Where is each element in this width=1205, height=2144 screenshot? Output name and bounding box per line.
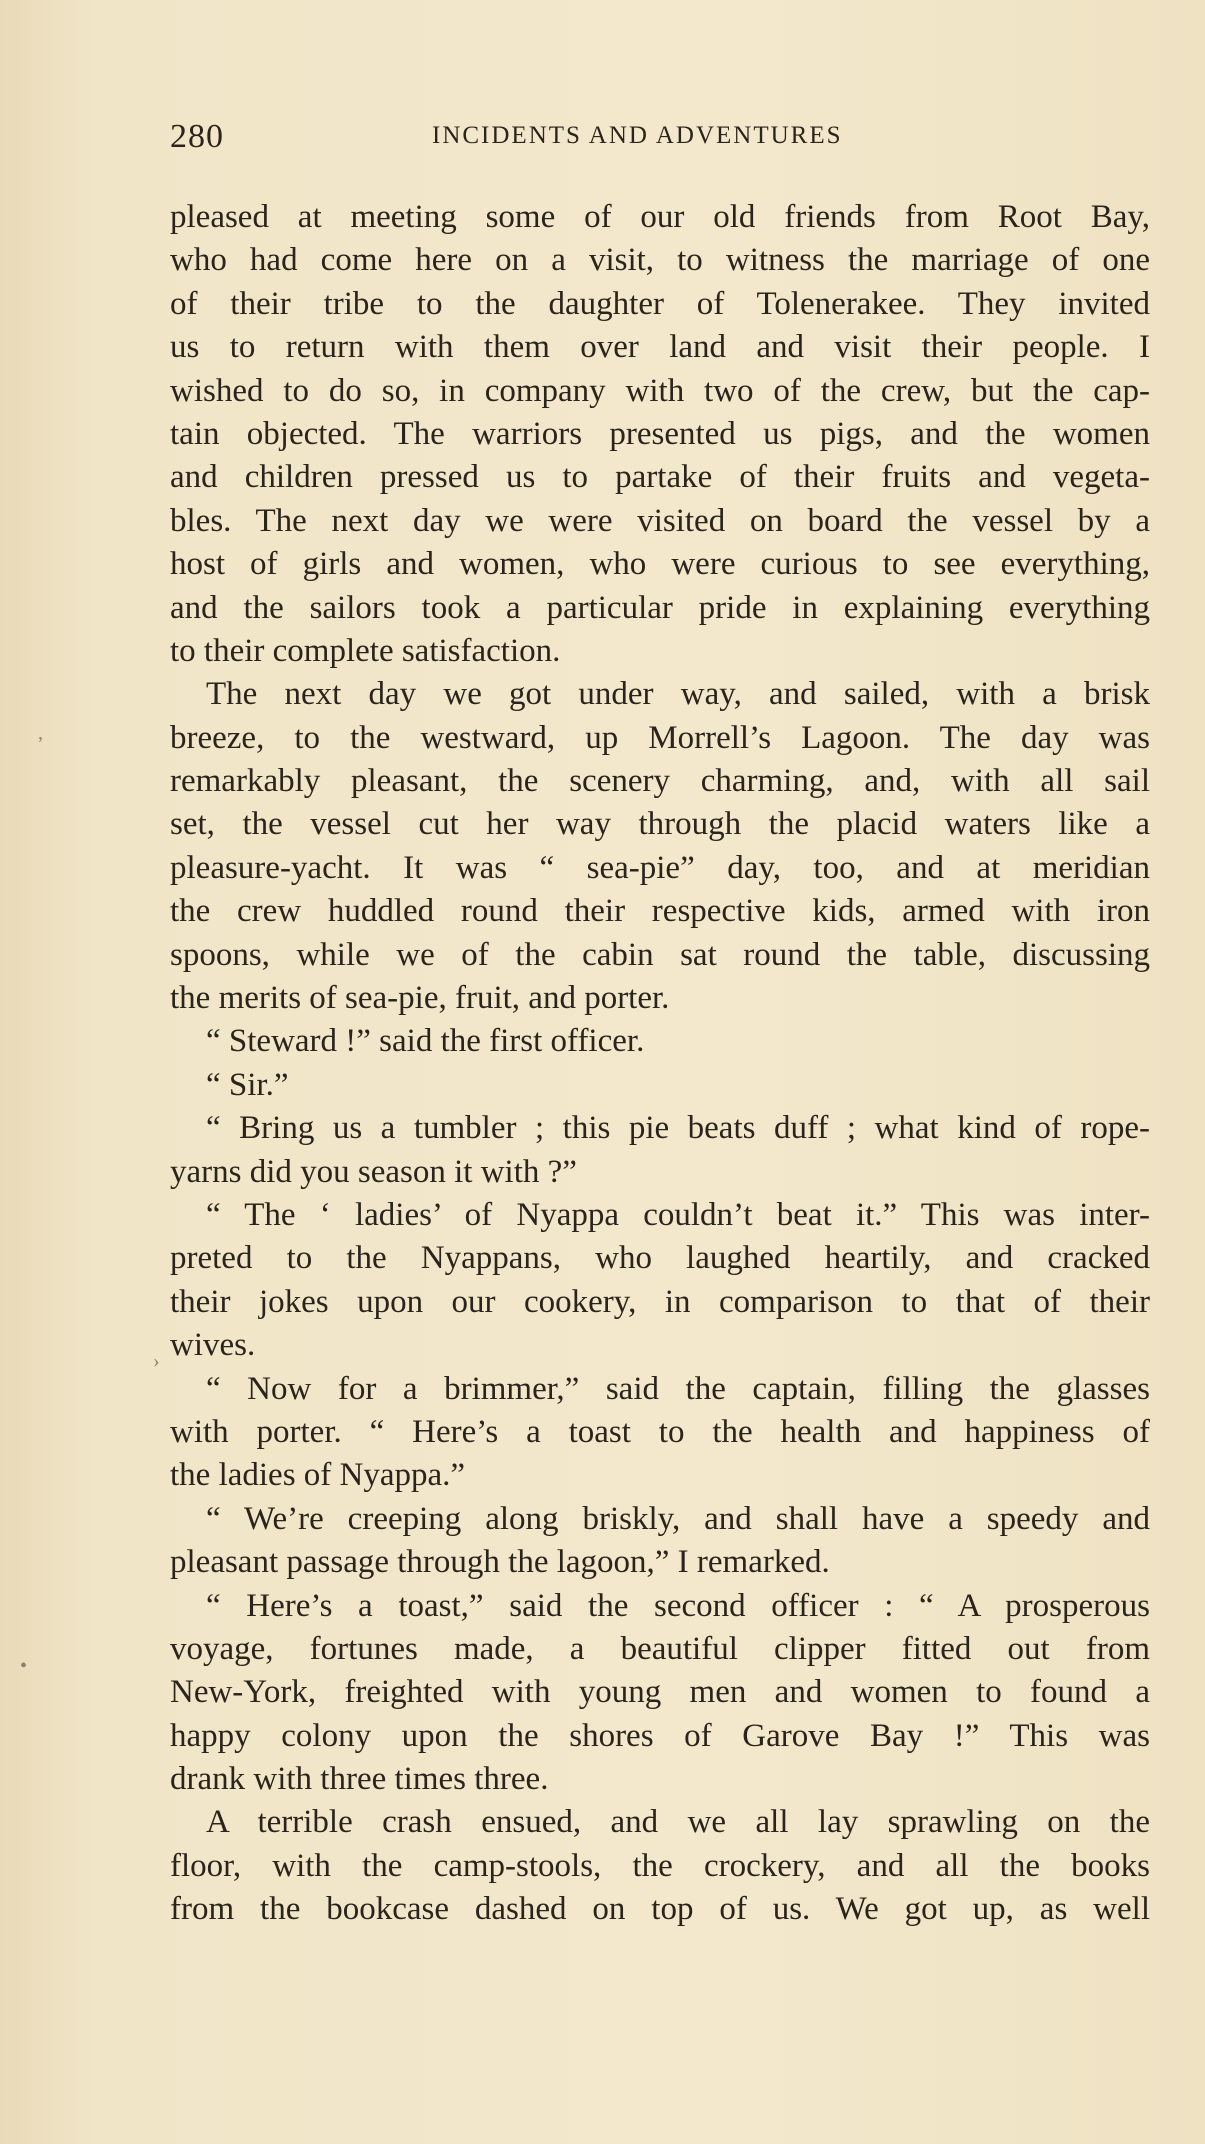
text-line: and the sailors took a particular pride in explaining everything xyxy=(170,589,1150,626)
margin-speck-mark: • xyxy=(20,1655,28,1677)
text-line: happy colony upon the shores of Garove Bay !” This was xyxy=(170,1717,1150,1754)
text-line: The next day we got under way, and sailed, with a brisk xyxy=(206,676,1150,713)
text-line: their jokes upon our cookery, in comparison to that of their xyxy=(170,1283,1150,1320)
text-line: “ Now for a brimmer,” said the captain, filling the glasses xyxy=(206,1370,1150,1407)
text-line: floor, with the camp-stools, the crockery, and all the books xyxy=(170,1847,1150,1884)
text-line: the ladies of Nyappa.” xyxy=(170,1457,466,1494)
body-text xyxy=(170,196,1150,1932)
text-line: yarns did you season it with ?” xyxy=(170,1153,577,1190)
text-line: set, the vessel cut her way through the placid waters like a xyxy=(170,806,1150,843)
text-line: pleased at meeting some of our old friends from Root Bay, xyxy=(170,199,1150,235)
text-line: to their complete satisfaction. xyxy=(170,632,561,669)
text-line: tain objected. The warriors presented us pigs, and the women xyxy=(170,415,1150,452)
text-line: voyage, fortunes made, a beautiful clipper fitted out from xyxy=(170,1630,1150,1667)
text-line: A terrible crash ensued, and we all lay sprawling on the xyxy=(206,1804,1150,1841)
text-line: the merits of sea-pie, fruit, and porter. xyxy=(170,980,670,1017)
text-line: pleasant passage through the lagoon,” I remarked. xyxy=(170,1544,830,1581)
text-line: pleasure-yacht. It was “ sea-pie” day, too, and at meridian xyxy=(170,849,1150,886)
text-line: “ The ‘ ladies’ of Nyappa couldn’t beat it.” This was inter- xyxy=(206,1196,1150,1233)
running-head: INCIDENTS AND ADVENTURES xyxy=(432,122,843,149)
text-line: spoons, while we of the cabin sat round the table, discussing xyxy=(170,936,1150,973)
text-line: the crew huddled round their respective kids, armed with iron xyxy=(170,893,1150,930)
text-line: “ Here’s a toast,” said the second officer : “ A prosperous xyxy=(206,1587,1150,1624)
text-line: who had come here on a visit, to witness the marriage of one xyxy=(170,242,1150,279)
text-line: remarkably pleasant, the scenery charming, and, with all sail xyxy=(170,763,1150,800)
margin-speck-mark: , xyxy=(38,722,43,744)
text-line: drank with three times three. xyxy=(170,1761,549,1798)
text-line: with porter. “ Here’s a toast to the health and happiness of xyxy=(170,1413,1150,1450)
text-line: New-York, freighted with young men and women to found a xyxy=(170,1674,1150,1711)
text-line: of their tribe to the daughter of Tolenerakee. They invited xyxy=(170,285,1150,322)
text-line: host of girls and women, who were curious to see everything, xyxy=(170,546,1150,583)
text-line: bles. The next day we were visited on board the vessel by a xyxy=(170,502,1150,539)
page-header xyxy=(170,118,1145,162)
text-line: preted to the Nyappans, who laughed heartily, and cracked xyxy=(170,1240,1150,1277)
text-line: from the bookcase dashed on top of us. We got up, as well xyxy=(170,1891,1150,1928)
text-line: breeze, to the westward, up Morrell’s Lagoon. The day was xyxy=(170,719,1150,756)
text-line: wives. xyxy=(170,1327,256,1364)
text-line: “ Bring us a tumbler ; this pie beats duff ; what kind of rope- xyxy=(206,1110,1150,1147)
page-number: 280 xyxy=(170,118,224,155)
text-line: wished to do so, in company with two of the crew, but the cap- xyxy=(170,372,1150,409)
text-line: us to return with them over land and visit their people. I xyxy=(170,329,1150,366)
text-line: “ Steward !” said the first officer. xyxy=(206,1023,645,1060)
margin-speck-mark: › xyxy=(153,1350,160,1372)
text-line: “ Sir.” xyxy=(206,1066,289,1103)
text-line: “ We’re creeping along briskly, and shall have a speedy and xyxy=(206,1500,1150,1537)
text-line: and children pressed us to partake of their fruits and vegeta- xyxy=(170,459,1150,496)
